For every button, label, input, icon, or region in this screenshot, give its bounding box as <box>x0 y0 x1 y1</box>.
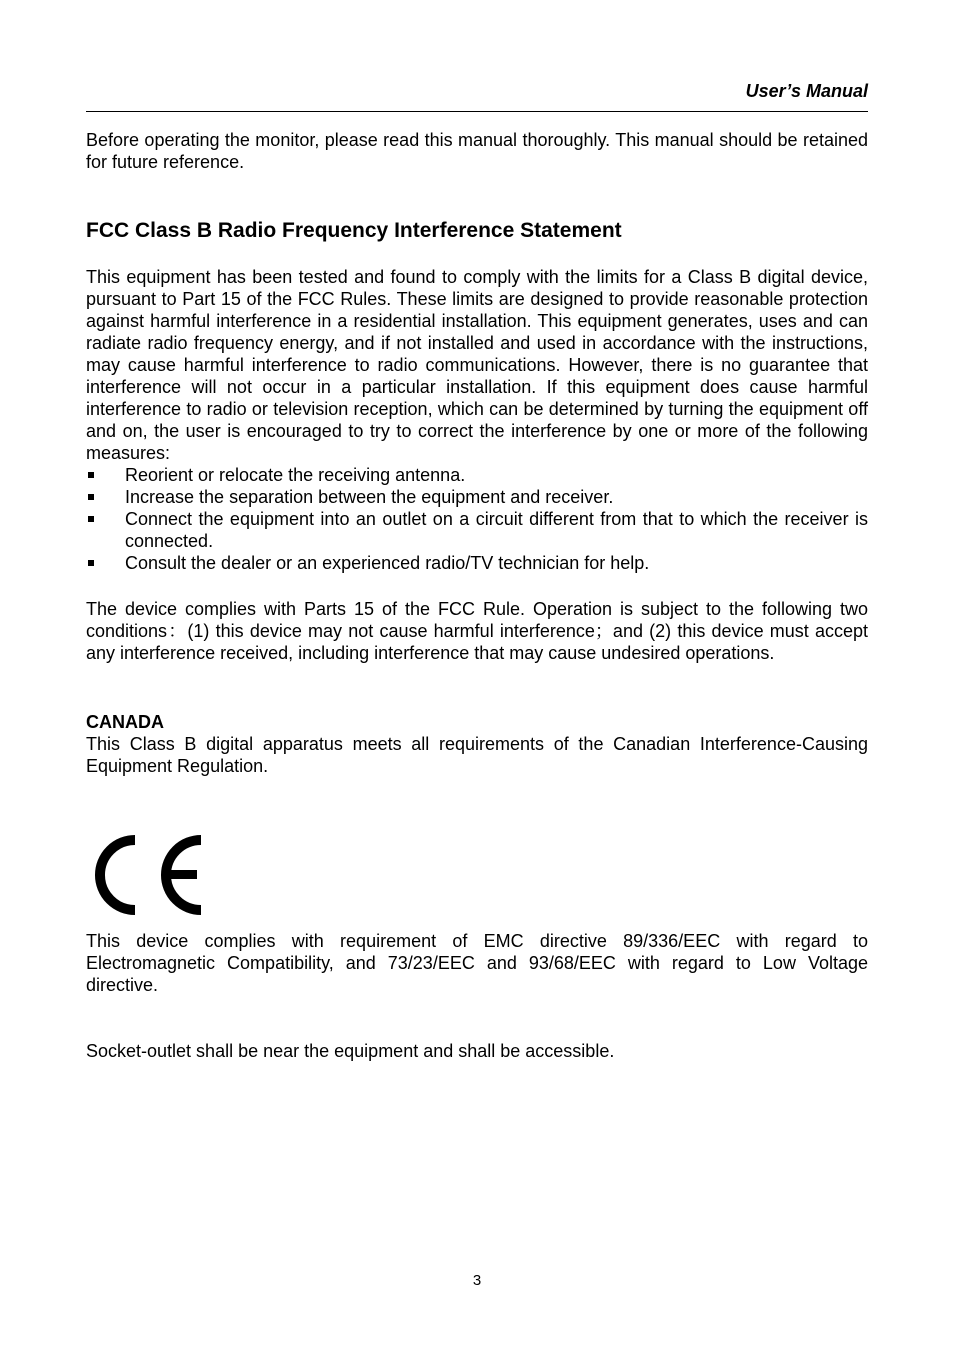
measure-text: Connect the equipment into an outlet on a circuit different from that to which the receiver is connected. <box>125 509 868 551</box>
page-number: 3 <box>472 1272 482 1289</box>
list-item <box>86 552 868 574</box>
socket-paragraph: Socket-outlet shall be near the equipment and shall be accessible. <box>86 1041 615 1061</box>
list-item <box>86 486 868 508</box>
square-bullet-icon <box>88 560 94 566</box>
fcc-compliance-paragraph: The device complies with Parts 15 of the FCC Rule. Operation is subject to the following two conditions：(1) this device may not cause harmful interference；and (2) this device must accept any interference received, including interference that may cause undesired operations. <box>86 599 868 663</box>
emc-paragraph: This device complies with requirement of EMC directive 89/336/EEC with regard to Electromagnetic Compatibility, and 73/23/EEC and 93/68/EEC with regard to Low Voltage directive. <box>86 931 868 995</box>
square-bullet-icon <box>88 516 94 522</box>
fcc-compliance-section <box>86 598 868 664</box>
measure-text: Reorient or relocate the receiving antenna. <box>125 465 466 485</box>
list-item <box>86 508 868 552</box>
canada-heading: CANADA <box>86 712 164 732</box>
emc-section <box>86 930 868 996</box>
measures-list <box>86 464 868 574</box>
intro-section <box>86 129 868 173</box>
measure-text: Increase the separation between the equipment and receiver. <box>125 487 614 507</box>
square-bullet-icon <box>88 472 94 478</box>
fcc-section <box>86 266 868 574</box>
canada-section <box>86 711 868 777</box>
fcc-heading: FCC Class B Radio Frequency Interference Statement <box>86 219 622 242</box>
fcc-statement-paragraph: This equipment has been tested and found to comply with the limits for a Class B digital device, pursuant to Part 15 of the FCC Rules. These limits are designed to provide reasonable protection against harmful interference in a residential installation. This equipment generates, uses and can radiate radio frequency energy, and if not installed and used in accordance with the instructions, may cause harmful interference to radio communications. However, there is no guarantee that interference will not occur in a particular installation. If this equipment does cause harmful interference to radio or television reception, which can be determined by turning the equipment off and on, the user is encouraged to try to correct the interference by one or more of the following measures: <box>86 267 868 463</box>
measure-text: Consult the dealer or an experienced radio/TV technician for help. <box>125 553 650 573</box>
header-title: User’s Manual <box>745 81 868 101</box>
intro-paragraph: Before operating the monitor, please read this manual thoroughly. This manual should be retained for future reference. <box>86 130 868 172</box>
canada-paragraph: This Class B digital apparatus meets all requirements of the Canadian Interference-Causing Equipment Regulation. <box>86 734 868 776</box>
socket-section <box>86 1040 868 1062</box>
list-item <box>86 464 868 486</box>
ce-mark-icon <box>93 835 205 915</box>
square-bullet-icon <box>88 494 94 500</box>
header-divider <box>86 111 868 112</box>
